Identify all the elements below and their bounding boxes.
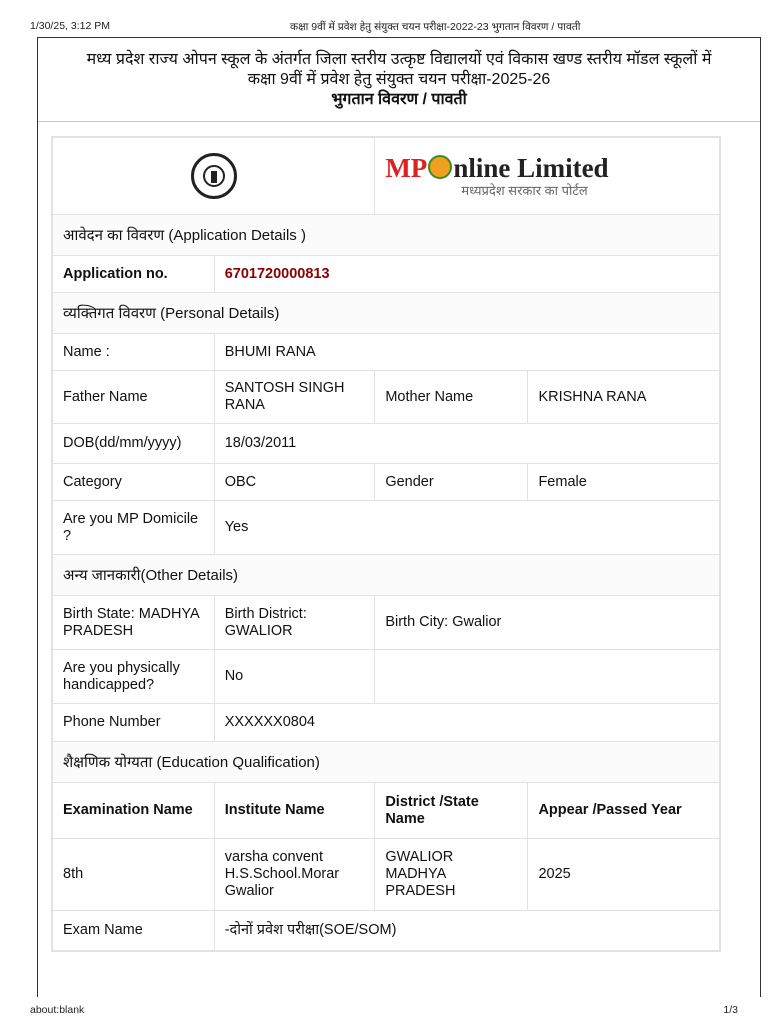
name-value: BHUMI RANA [214, 334, 719, 371]
domicile-value: Yes [214, 501, 719, 555]
table-row [53, 839, 720, 911]
gender-value: Female [528, 464, 720, 501]
handicap-label: Are you physically handicapped? [53, 650, 215, 704]
logo-row [53, 138, 720, 215]
empty-cell [375, 650, 720, 704]
table-row [53, 424, 720, 464]
document-frame [37, 37, 761, 997]
print-page-number: 1/3 [723, 1004, 738, 1016]
mp-government-seal-icon [191, 153, 237, 199]
column-header: District /State Name [375, 783, 528, 839]
app-no-label: Application no. [53, 256, 215, 293]
seal-cell [53, 138, 375, 215]
phone-label: Phone Number [53, 704, 215, 742]
print-url: about:blank [30, 1004, 85, 1016]
dob-label: DOB(dd/mm/yyyy) [53, 424, 215, 464]
gender-label: Gender [375, 464, 528, 501]
app-no-value: 6701720000813 [214, 256, 719, 293]
page-heading [38, 38, 760, 122]
exam-name-value: -दोनों प्रवेश परीक्षा(SOE/SOM) [214, 911, 719, 951]
birth-state: Birth State: MADHYA PRADESH [53, 596, 215, 650]
heading-line-2: कक्षा 9वीं में प्रवेश हेतु संयुक्त चयन परीक्षा-2025-26 [247, 71, 551, 88]
year-cell: 2025 [528, 839, 720, 911]
exam-name-cell: 8th [53, 839, 215, 911]
handicap-value: No [214, 650, 375, 704]
section-personal [53, 293, 720, 334]
print-datetime: 1/30/25, 3:12 PM [30, 20, 110, 32]
mponline-globe-icon [428, 155, 452, 179]
mother-value: KRISHNA RANA [528, 371, 720, 424]
section-title: व्यक्तिगत विवरण (Personal Details) [53, 293, 720, 334]
heading-line-1: मध्य प्रदेश राज्य ओपन स्कूल के अंतर्गत जिला स्तरीय उत्कृष्ट विद्यालयों एवं विकास खण्ड स्तरीय मॉडल स्कूलों में [86, 51, 712, 68]
print-header [0, 0, 768, 33]
district-state-cell: GWALIOR MADHYA PRADESH [375, 839, 528, 911]
table-row [53, 596, 720, 650]
section-title: अन्य जानकारी(Other Details) [53, 555, 720, 596]
section-education [53, 742, 720, 783]
table-row [53, 371, 720, 424]
domicile-label: Are you MP Domicile ? [53, 501, 215, 555]
table-row [53, 464, 720, 501]
receipt-card [51, 136, 721, 952]
column-header: Examination Name [53, 783, 215, 839]
mponline-logo-cell [375, 138, 720, 215]
table-row [53, 704, 720, 742]
category-label: Category [53, 464, 215, 501]
institute-cell: varsha convent H.S.School.Morar Gwalior [214, 839, 375, 911]
section-other [53, 555, 720, 596]
table-row [53, 650, 720, 704]
dob-value: 18/03/2011 [214, 424, 719, 464]
mother-label: Mother Name [375, 371, 528, 424]
exam-name-label: Exam Name [53, 911, 215, 951]
birth-district: Birth District: GWALIOR [214, 596, 375, 650]
heading-line-3: भुगतान विवरण / पावती [331, 91, 467, 108]
section-title: शैक्षणिक योग्यता (Education Qualification) [53, 742, 720, 783]
table-row [53, 911, 720, 951]
table-row [53, 256, 720, 293]
phone-value: XXXXXX0804 [214, 704, 719, 742]
section-application [53, 215, 720, 256]
receipt-table [52, 137, 720, 951]
mponline-tagline: मध्यप्रदेश सरकार का पोर्टल [461, 182, 588, 198]
education-header-row [53, 783, 720, 839]
father-value: SANTOSH SINGH RANA [214, 371, 375, 424]
name-label: Name : [53, 334, 215, 371]
table-row [53, 501, 720, 555]
table-row [53, 334, 720, 371]
category-value: OBC [214, 464, 375, 501]
birth-city: Birth City: Gwalior [375, 596, 720, 650]
section-title: आवेदन का विवरण (Application Details ) [53, 215, 720, 256]
column-header: Institute Name [214, 783, 375, 839]
print-title: कक्षा 9वीं में प्रवेश हेतु संयुक्त चयन परीक्षा-2022-23 भुगतान विवरण / पावती [290, 21, 581, 33]
father-label: Father Name [53, 371, 215, 424]
mponline-logo: MP nline Limited [385, 152, 609, 183]
print-footer [0, 994, 768, 1024]
column-header: Appear /Passed Year [528, 783, 720, 839]
